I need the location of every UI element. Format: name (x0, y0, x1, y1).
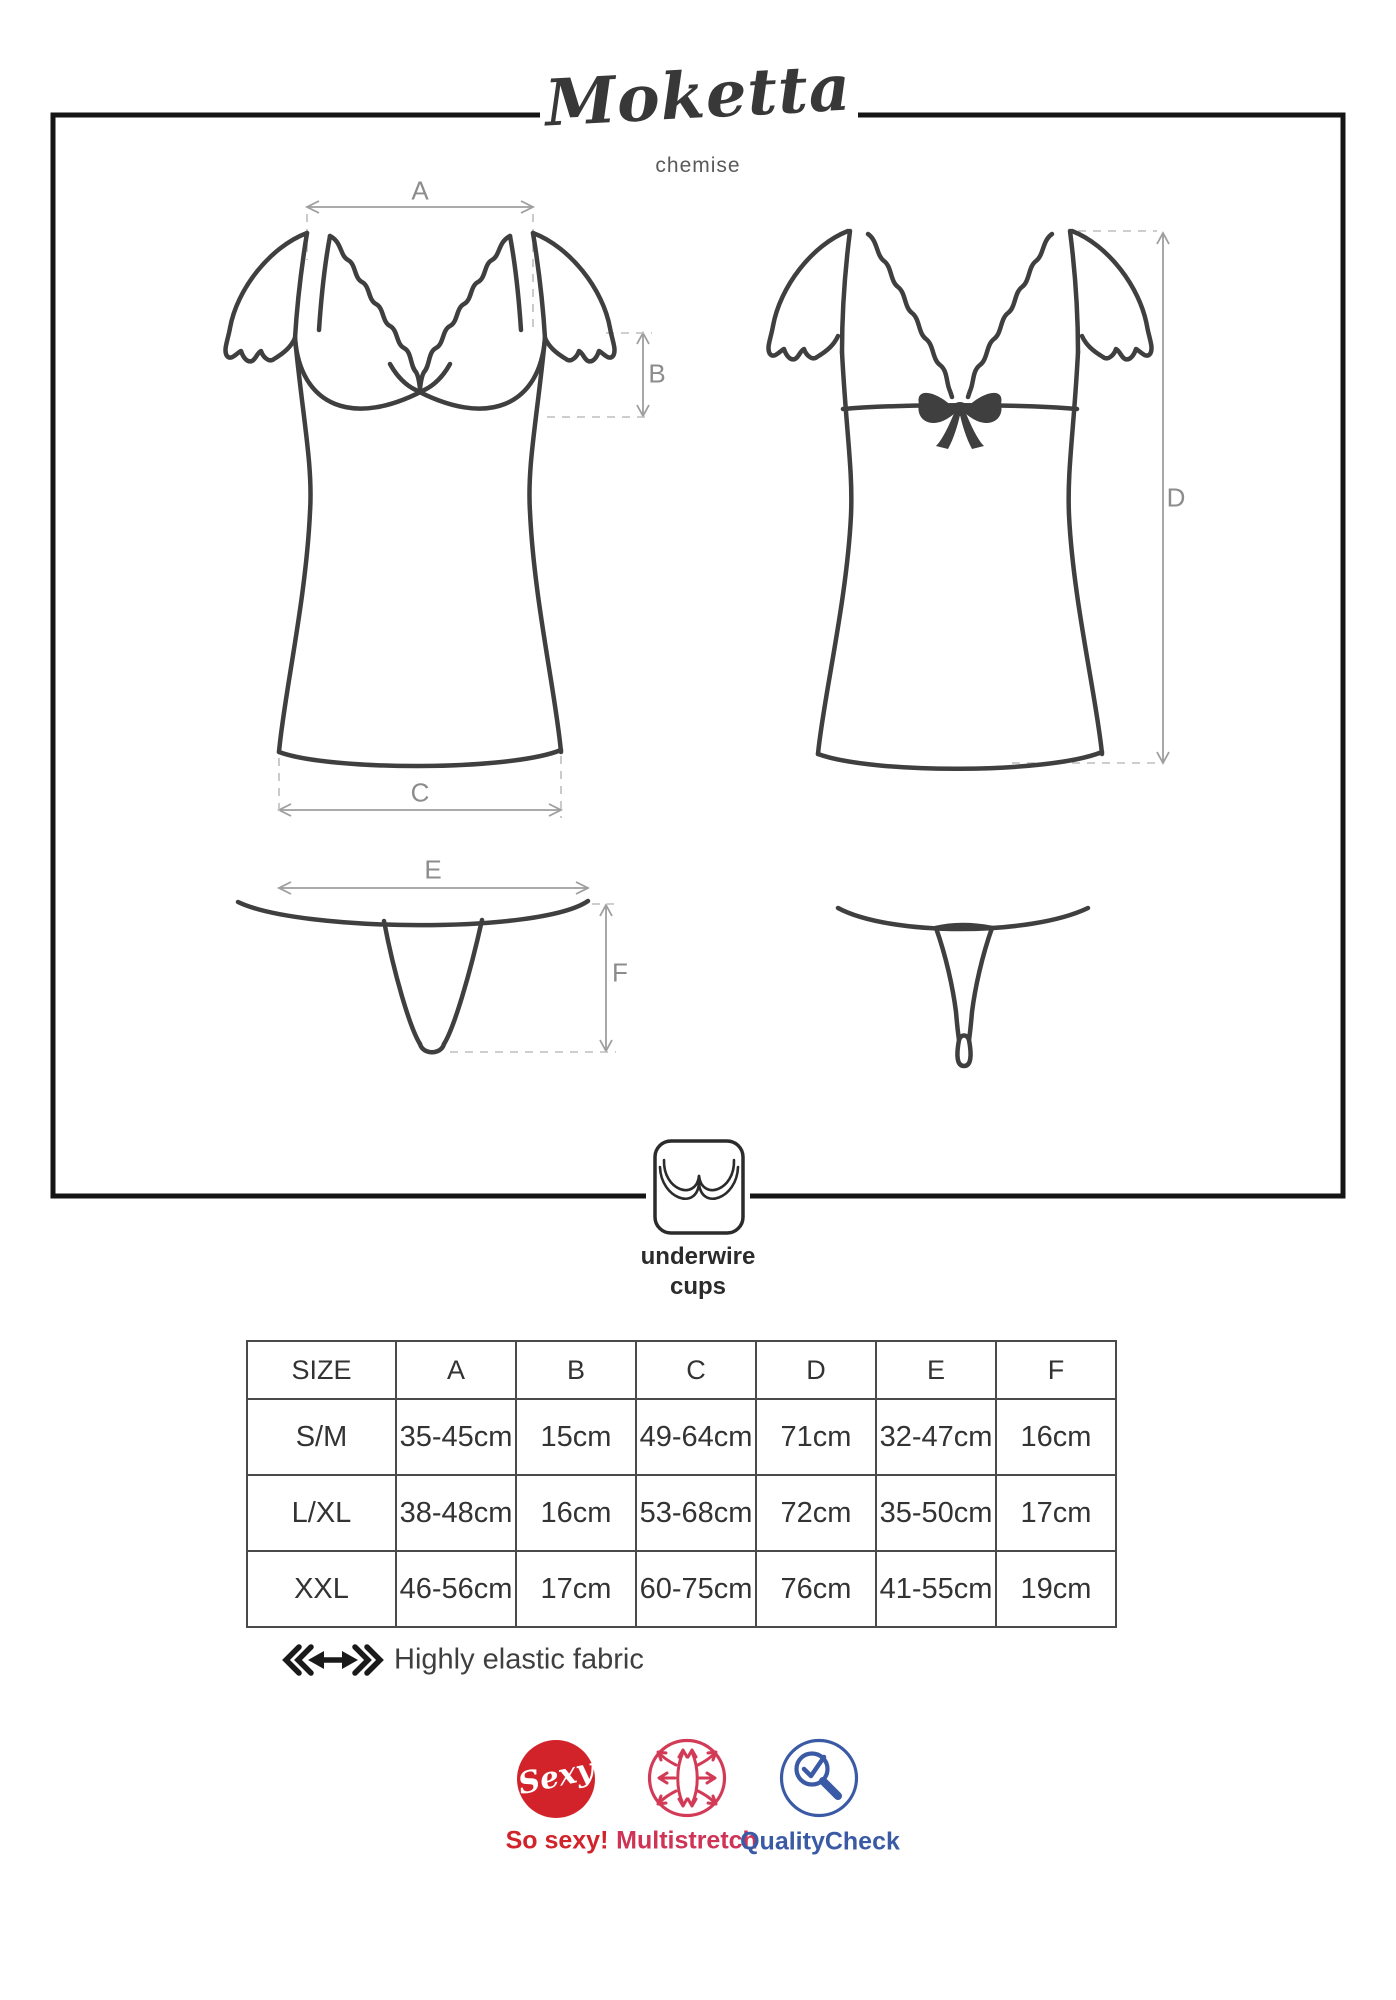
underwire-cups-label-line1: underwire (640, 1243, 756, 1270)
table-cell: 16cm (996, 1399, 1116, 1475)
table-cell: 71cm (756, 1399, 876, 1475)
table-cell: 19cm (996, 1551, 1116, 1627)
table-cell: 53-68cm (636, 1475, 756, 1551)
underwire-cups-label (641, 1242, 756, 1302)
dim-label-e: E (424, 854, 442, 885)
header-a: A (396, 1341, 516, 1399)
dim-label-d: D (1166, 482, 1186, 513)
table-cell: 17cm (516, 1551, 636, 1627)
so-sexy-label: So sexy! (505, 1826, 609, 1855)
dim-label-a: A (411, 175, 429, 206)
header-c: C (636, 1341, 756, 1399)
dim-label-f: F (612, 957, 628, 988)
multistretch-badge-icon (650, 1741, 725, 1816)
quality-check-badge-icon (782, 1741, 857, 1816)
row-label: S/M (247, 1399, 396, 1475)
quality-check-label: QualityCheck (740, 1827, 900, 1856)
table-cell: 60-75cm (636, 1551, 756, 1627)
row-label: L/XL (247, 1475, 396, 1551)
chemise-back-drawing (768, 231, 1151, 769)
sexy-circle-text: Sexy (515, 1751, 597, 1803)
table-cell: 76cm (756, 1551, 876, 1627)
table-cell: 41-55cm (876, 1551, 996, 1627)
table-cell: 38-48cm (396, 1475, 516, 1551)
table-cell: 35-45cm (396, 1399, 516, 1475)
header-e: E (876, 1341, 996, 1399)
table-row (247, 1399, 1116, 1475)
frame-border (53, 115, 1343, 1196)
chemise-front-drawing (225, 233, 614, 766)
table-row (247, 1475, 1116, 1551)
table-cell: 15cm (516, 1399, 636, 1475)
table-cell: 35-50cm (876, 1475, 996, 1551)
elastic-arrow-icon (286, 1647, 380, 1673)
header-size: SIZE (247, 1341, 396, 1399)
header-b: B (516, 1341, 636, 1399)
product-type-label: chemise (655, 154, 741, 177)
table-cell: 32-47cm (876, 1399, 996, 1475)
table-cell: 72cm (756, 1475, 876, 1551)
table-cell: 17cm (996, 1475, 1116, 1551)
header-f: F (996, 1341, 1116, 1399)
row-label: XXL (247, 1551, 396, 1627)
header-d: D (756, 1341, 876, 1399)
multistretch-label: Multistretch (616, 1826, 758, 1855)
table-cell: 16cm (516, 1475, 636, 1551)
table-row (247, 1551, 1116, 1627)
size-table (246, 1340, 1117, 1628)
brand-logo: Moketta (543, 50, 853, 142)
table-cell: 46-56cm (396, 1551, 516, 1627)
dim-label-c: C (410, 777, 430, 808)
thong-front-drawing (238, 901, 588, 1052)
underwire-cups-label-line2: cups (669, 1273, 727, 1300)
size-table-header-row (247, 1341, 1116, 1399)
bow-icon (918, 393, 1001, 449)
dim-label-b: B (648, 358, 666, 389)
table-cell: 49-64cm (636, 1399, 756, 1475)
elastic-fabric-note: Highly elastic fabric (394, 1643, 644, 1676)
underwire-cups-icon (655, 1141, 743, 1233)
thong-back-drawing (838, 908, 1088, 1066)
